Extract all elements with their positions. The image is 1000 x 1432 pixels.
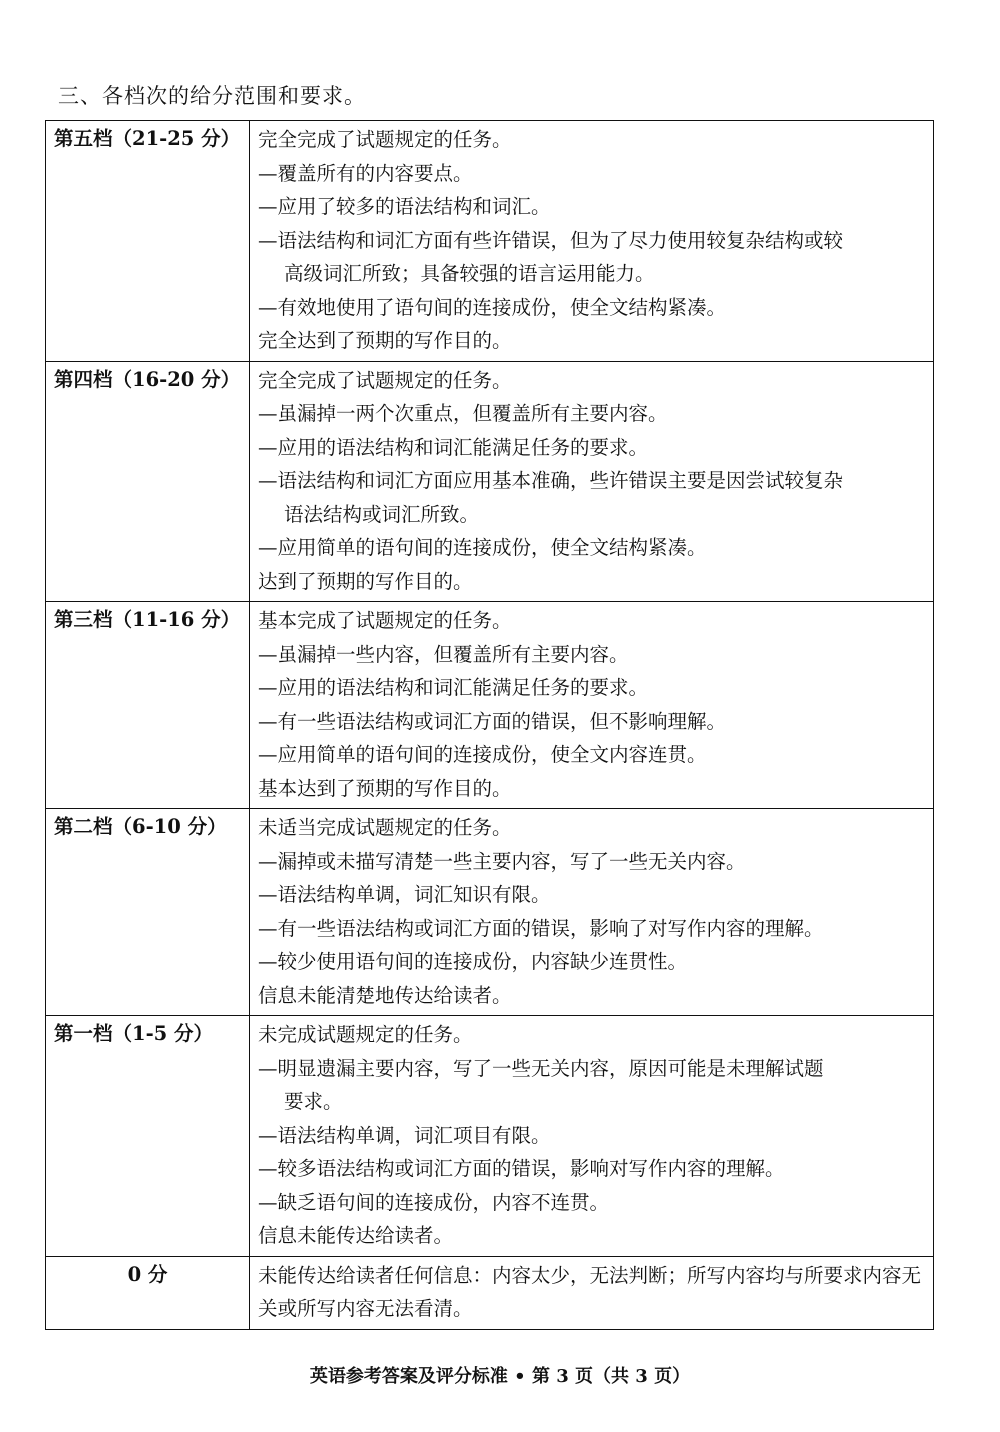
criterion-line: 完全达到了预期的写作目的。	[258, 329, 512, 352]
band-description-zero	[250, 1256, 934, 1329]
criterion-line: 要求。	[284, 1090, 343, 1113]
band-description	[250, 602, 934, 809]
criterion-line: —有一些语法结构或词汇方面的错误，影响了对写作内容的理解。	[258, 916, 824, 940]
criterion-line: —语法结构单调，词汇项目有限。	[258, 1123, 551, 1147]
criterion-line: —虽漏掉一两个次重点，但覆盖所有主要内容。	[258, 402, 668, 425]
criterion-line: 基本完成了试题规定的任务。	[258, 609, 512, 632]
criterion-line: —较少使用语句间的连接成份，内容缺少连贯性。	[258, 950, 688, 973]
criterion-line: 信息未能传达给读者。	[258, 1224, 454, 1247]
criterion-line: —应用简单的语句间的连接成份，使全文内容连贯。	[258, 743, 707, 766]
criterion-line: —漏掉或未描写清楚一些主要内容，写了一些无关内容。	[258, 849, 746, 873]
criterion-line: 完全完成了试题规定的任务。	[258, 368, 512, 392]
criterion-line: —应用的语法结构和词汇能满足任务的要求。	[258, 435, 649, 459]
criterion-line: —虽漏掉一些内容，但覆盖所有主要内容。	[258, 642, 629, 666]
criterion-line: —较多语法结构或词汇方面的错误，影响对写作内容的理解。	[258, 1157, 785, 1180]
criterion-line: —应用的语法结构和词汇能满足任务的要求。	[258, 676, 649, 699]
criterion-line: —覆盖所有的内容要点。	[258, 161, 473, 185]
band-description	[250, 361, 934, 602]
band-level: 第二档（6-10 分）	[46, 809, 250, 1016]
scoring-table	[45, 120, 934, 1330]
page-footer: 英语参考答案及评分标准 • 第 3 页（共 3 页）	[309, 1366, 691, 1387]
criterion-line: 高级词汇所致；具备较强的语言运用能力。	[284, 262, 655, 285]
criterion-line: 基本达到了预期的写作目的。	[258, 776, 512, 800]
criterion-line: —应用简单的语句间的连接成份，使全文结构紧凑。	[258, 536, 707, 559]
criterion-line: —有一些语法结构或词汇方面的错误，但不影响理解。	[258, 709, 727, 733]
band-level: 第四档（16-20 分）	[46, 361, 250, 602]
criterion-line: —语法结构和词汇方面应用基本准确，些许错误主要是因尝试较复杂	[258, 469, 844, 492]
band-row-zero	[46, 1256, 934, 1329]
band-level: 第五档（21-25 分）	[46, 121, 250, 362]
band-description	[250, 1016, 934, 1257]
criterion-line: 达到了预期的写作目的。	[258, 569, 473, 593]
section-heading: 三、各档次的给分范围和要求。	[58, 84, 366, 108]
band-description	[250, 809, 934, 1016]
band-row	[46, 602, 934, 809]
band-row	[46, 809, 934, 1016]
criterion-line: —有效地使用了语句间的连接成份，使全文结构紧凑。	[258, 295, 727, 319]
band-row	[46, 121, 934, 362]
criterion-line: —语法结构和词汇方面有些许错误，但为了尽力使用较复杂结构或较	[258, 228, 844, 252]
band-level: 第三档（11-16 分）	[46, 602, 250, 809]
criterion-line: —明显遗漏主要内容，写了一些无关内容，原因可能是未理解试题	[258, 1056, 824, 1080]
criterion-line: —语法结构单调，词汇知识有限。	[258, 883, 551, 906]
band-row	[46, 361, 934, 602]
band-description	[250, 121, 934, 362]
criterion-line: 信息未能清楚地传达给读者。	[258, 983, 512, 1007]
criterion-line: 未完成试题规定的任务。	[258, 1023, 473, 1046]
criterion-line: 完全完成了试题规定的任务。	[258, 128, 512, 151]
criterion-line: 未适当完成试题规定的任务。	[258, 816, 512, 839]
criterion-text: 未能传达给读者任何信息：内容太少，无法判断；所写内容均与所要求内容无关或所写内容无法看清。	[258, 1263, 922, 1320]
criterion-line: —缺乏语句间的连接成份，内容不连贯。	[258, 1190, 610, 1214]
band-level: 第一档（1-5 分）	[46, 1016, 250, 1257]
band-row	[46, 1016, 934, 1257]
band-level-zero: 0 分	[46, 1256, 250, 1329]
criterion-line: 语法结构或词汇所致。	[284, 502, 480, 526]
criterion-line: —应用了较多的语法结构和词汇。	[258, 195, 551, 218]
